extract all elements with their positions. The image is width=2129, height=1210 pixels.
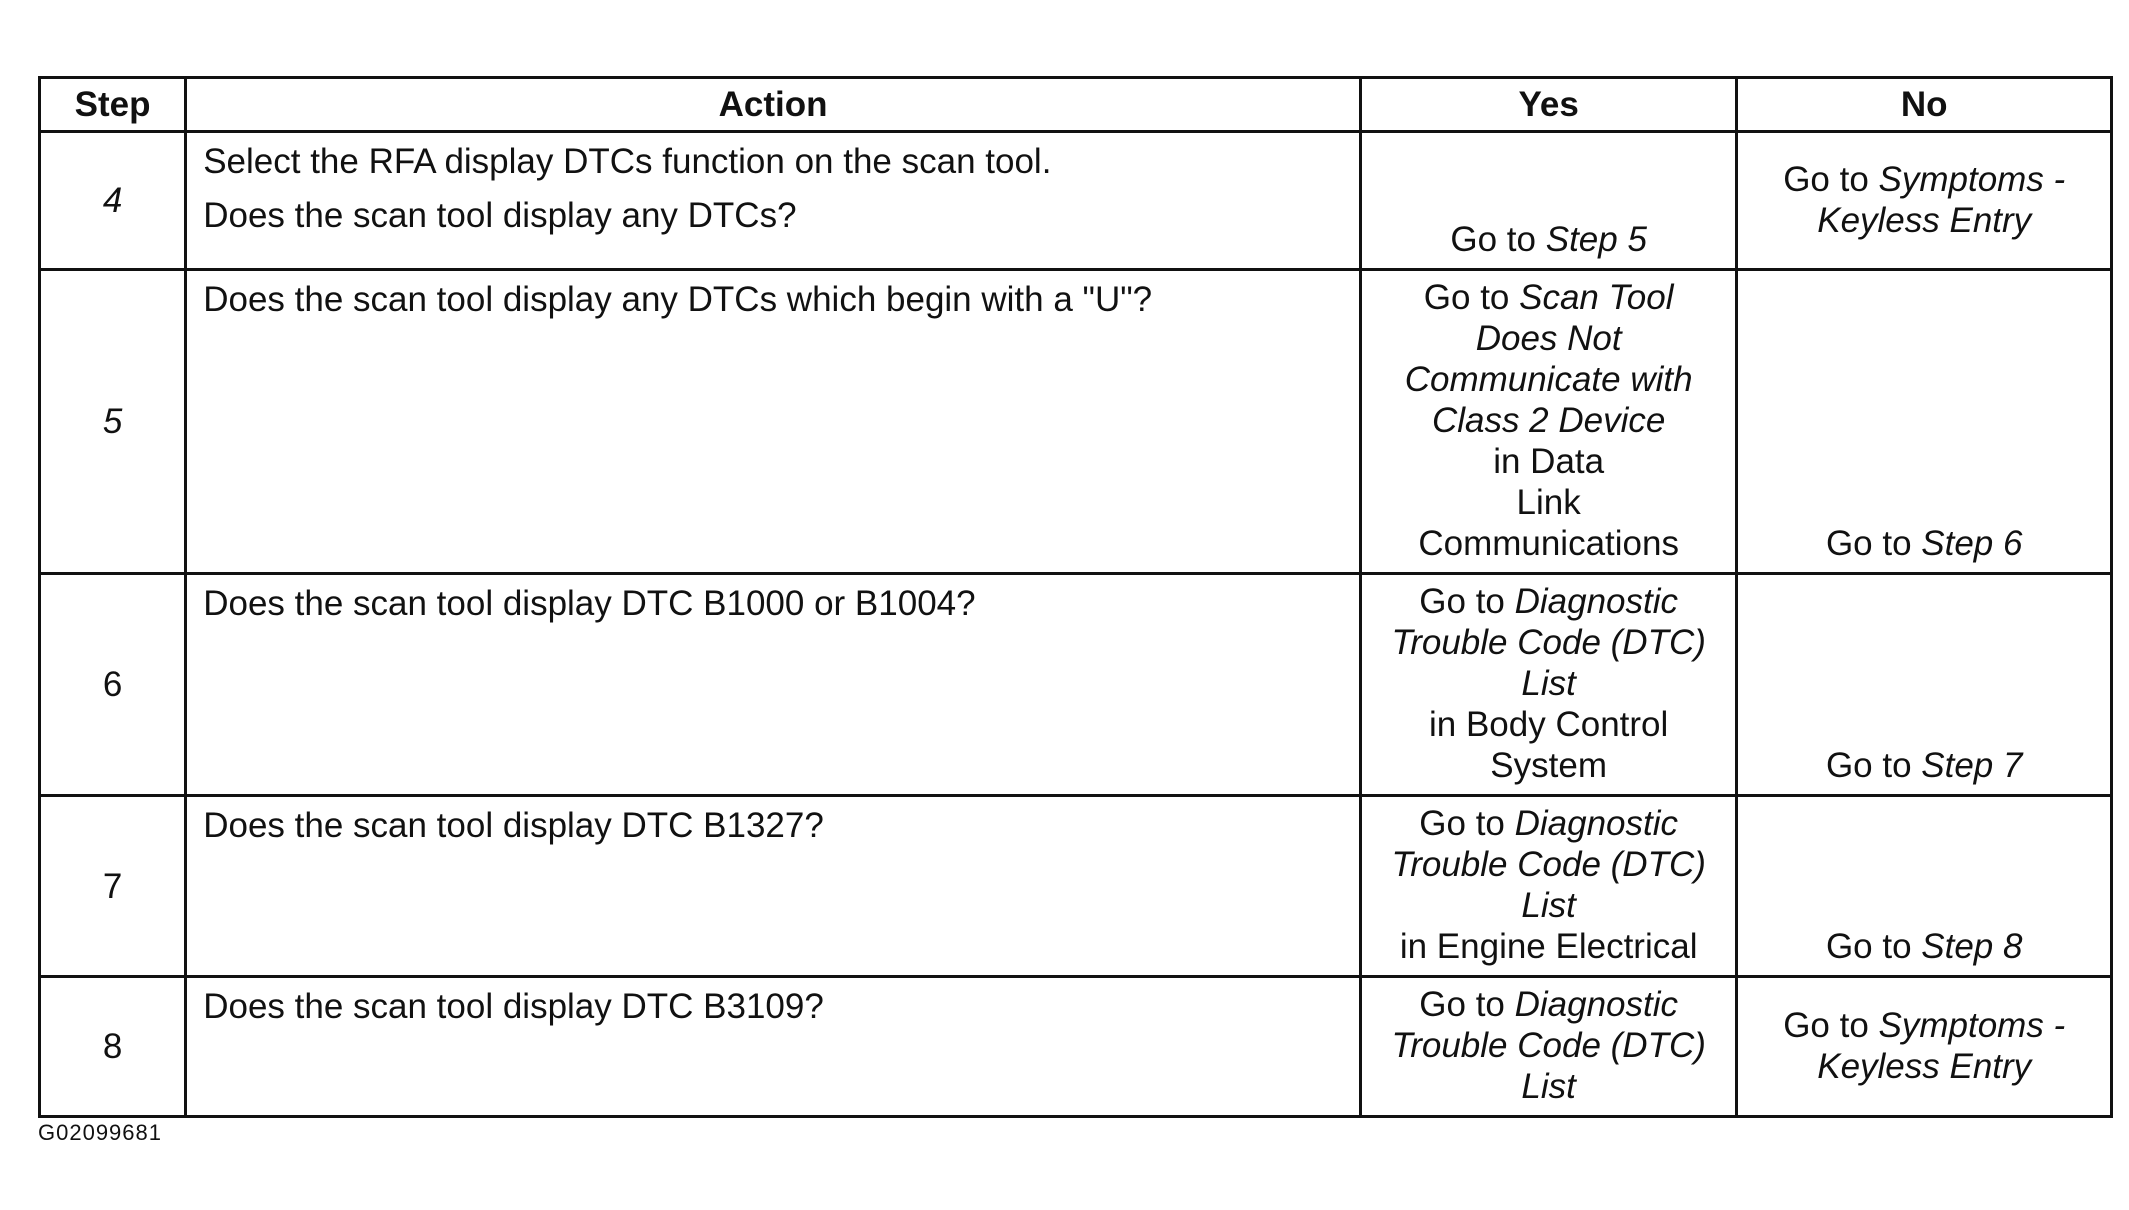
no-cell [1737,977,2112,1117]
header-no: No [1737,78,2112,132]
yes-link[interactable]: Scan Tool [1519,278,1674,317]
action-question: Does the scan tool display any DTCs which begin with a "U"? [203,280,1153,319]
no-link-cont[interactable]: Keyless Entry [1817,200,2032,240]
header-action: Action [186,78,1361,132]
yes-prefix: Go to [1423,278,1520,317]
yes-link-cont[interactable]: Does Not [1475,319,1622,358]
yes-link-cont[interactable]: Trouble Code (DTC) [1391,845,1706,884]
no-link-cont[interactable]: Keyless Entry [1817,1046,2032,1086]
step-number: 4 [40,132,186,270]
no-link[interactable]: Symptoms - [1878,1005,2066,1045]
action-cell [186,574,1361,796]
yes-link-cont[interactable]: Trouble Code (DTC) [1391,1026,1706,1065]
yes-cell [1360,977,1737,1117]
no-prefix: Go to [1783,159,1879,199]
yes-prefix: Go to [1419,804,1515,843]
action-cell [186,977,1361,1117]
header-step: Step [40,78,186,132]
no-link[interactable]: Symptoms - [1878,159,2066,199]
yes-link-cont[interactable]: List [1521,1067,1576,1106]
no-prefix: Go to [1825,927,1922,966]
action-text: Select the RFA display DTCs function on the scan tool. [203,142,1052,181]
no-prefix: Go to [1825,746,1922,785]
no-link[interactable]: Step 7 [1921,746,2023,785]
yes-prefix: Go to [1450,220,1546,259]
yes-link-cont[interactable]: List [1521,664,1576,703]
yes-cell [1360,132,1737,270]
table-row-step-7 [40,796,2112,977]
yes-location: Communications [1418,524,1679,563]
no-cell [1737,796,2112,977]
table-row-step-6 [40,574,2112,796]
yes-link[interactable]: Step 5 [1545,220,1647,259]
action-cell [186,132,1361,270]
yes-location: Link [1516,483,1581,522]
table-row-step-5 [40,270,2112,574]
yes-location: in Engine Electrical [1399,927,1698,966]
no-link[interactable]: Step 8 [1921,927,2023,966]
action-cell [186,270,1361,574]
step-number: 8 [40,977,186,1117]
yes-link-cont[interactable]: Class 2 Device [1431,401,1666,440]
diagnostic-table [38,76,2113,1118]
no-prefix: Go to [1783,1005,1879,1045]
step-number: 7 [40,796,186,977]
action-question: Does the scan tool display DTC B1000 or B1004? [203,584,976,623]
yes-prefix: Go to [1419,985,1515,1024]
header-yes: Yes [1360,78,1737,132]
yes-link[interactable]: Diagnostic [1514,985,1679,1024]
step-number: 5 [40,270,186,574]
table-row-step-4 [40,132,2112,270]
action-question: Does the scan tool display DTC B3109? [203,987,824,1026]
action-cell [186,796,1361,977]
action-question: Does the scan tool display DTC B1327? [203,806,824,845]
yes-link-cont[interactable]: Trouble Code (DTC) [1391,623,1706,662]
yes-link[interactable]: Diagnostic [1514,582,1679,621]
yes-link[interactable]: Diagnostic [1514,804,1679,843]
yes-cell [1360,796,1737,977]
no-link[interactable]: Step 6 [1921,524,2023,563]
no-cell [1737,132,2112,270]
no-prefix: Go to [1825,524,1922,563]
table-row-step-8 [40,977,2112,1117]
no-cell [1737,270,2112,574]
yes-link-cont[interactable]: List [1521,886,1576,925]
yes-prefix: Go to [1419,582,1515,621]
yes-link-cont[interactable]: Communicate with [1404,360,1693,399]
yes-cell [1360,574,1737,796]
action-question: Does the scan tool display any DTCs? [203,196,797,235]
yes-cell [1360,270,1737,574]
figure-id: G02099681 [38,1120,162,1145]
step-number: 6 [40,574,186,796]
yes-location: System [1490,746,1607,785]
table-header-row [40,78,2112,132]
yes-location: in Body Control [1429,705,1669,744]
no-cell [1737,574,2112,796]
yes-location: in Data [1493,442,1605,481]
